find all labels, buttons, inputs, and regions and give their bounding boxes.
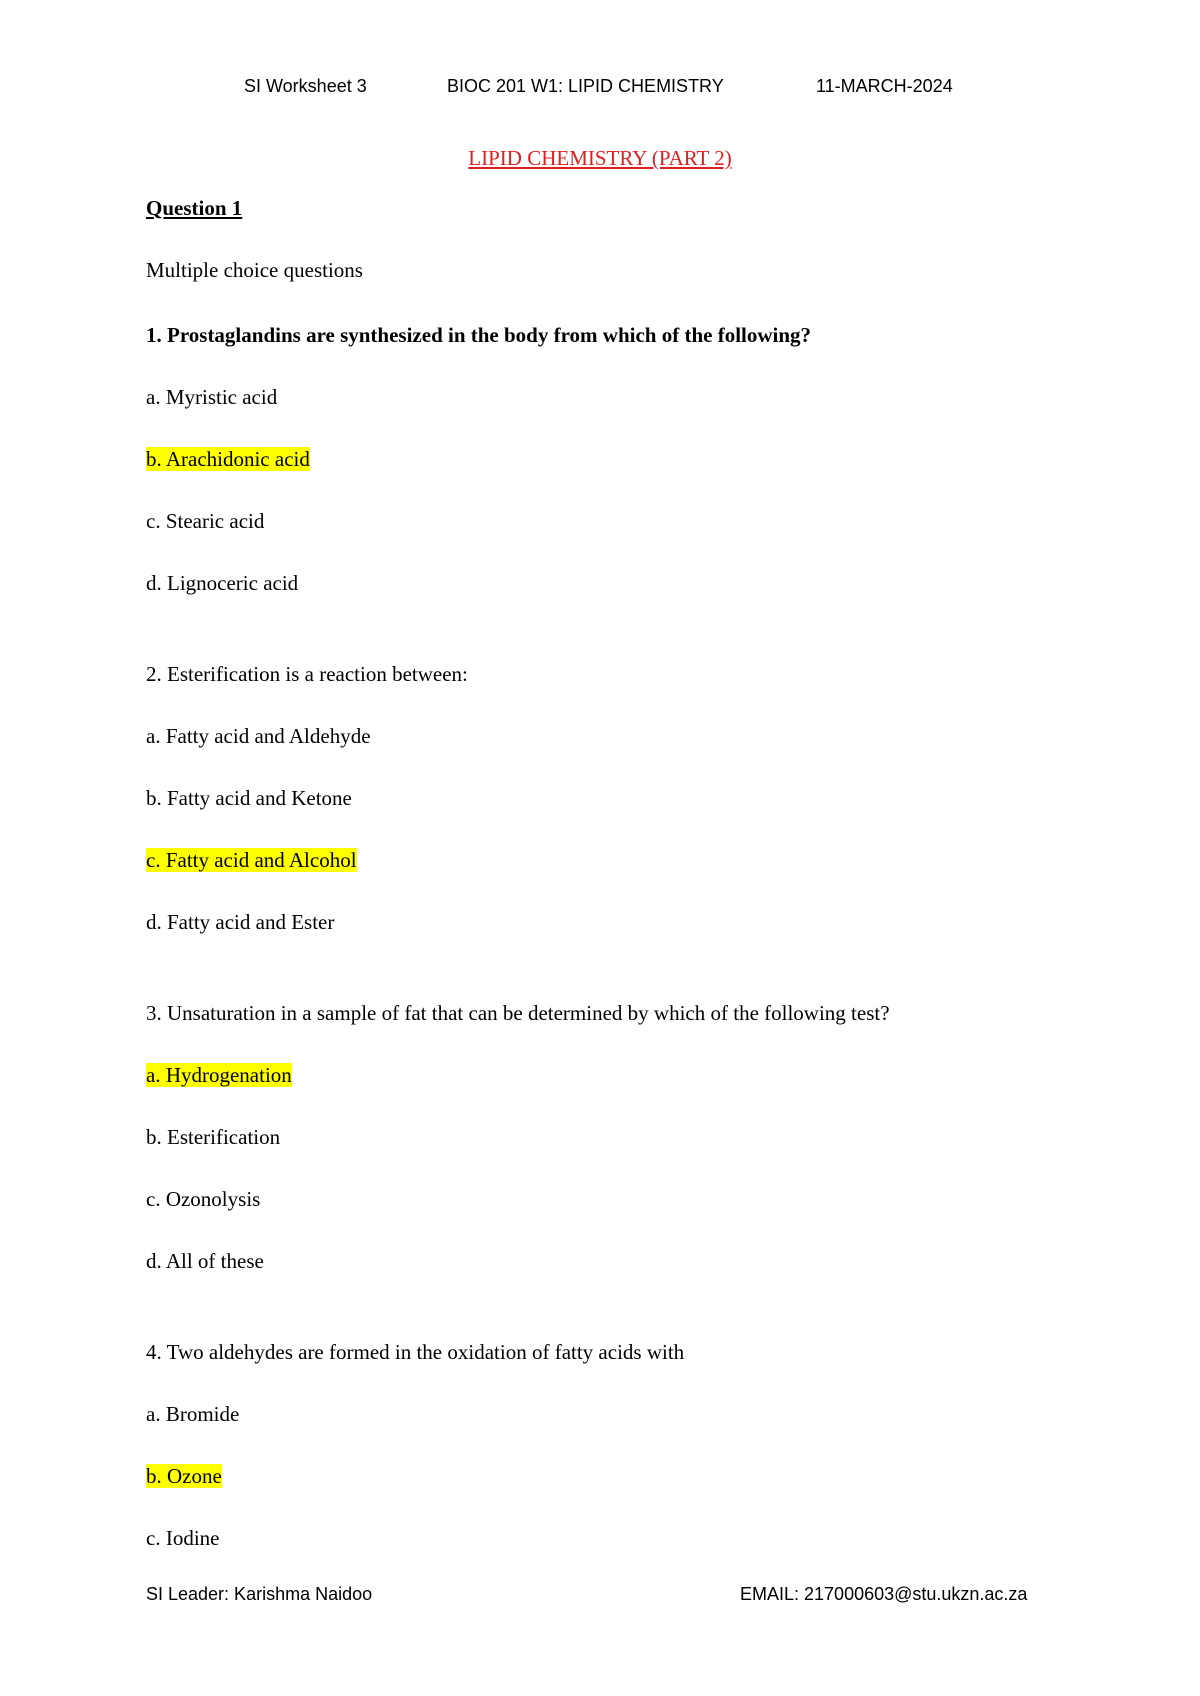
answer-highlight: b. Arachidonic acid (146, 447, 310, 471)
date-label: 11-MARCH-2024 (816, 76, 953, 96)
q4-option-c: c. Iodine (146, 1526, 220, 1550)
q3-option-a (146, 1062, 292, 1088)
section-intro: Multiple choice questions (146, 258, 363, 282)
answer-highlight: a. Hydrogenation (146, 1063, 292, 1087)
q3-option-b: b. Esterification (146, 1125, 281, 1149)
course-label: BIOC 201 W1: LIPID CHEMISTRY (447, 76, 724, 96)
q4-option-b (146, 1463, 222, 1489)
si-leader-label: SI Leader: Karishma Naidoo (146, 1584, 373, 1604)
q2-option-a: a. Fatty acid and Aldehyde (146, 724, 371, 748)
question-1-text: 1. Prostaglandins are synthesized in the body from which of the following? (146, 323, 812, 347)
q1-option-d: d. Lignoceric acid (146, 571, 299, 595)
q1-option-c: c. Stearic acid (146, 509, 265, 533)
page-footer (0, 1584, 1200, 1610)
answer-highlight: c. Fatty acid and Alcohol (146, 848, 357, 872)
q2-option-b: b. Fatty acid and Ketone (146, 786, 352, 810)
q1-option-a: a. Myristic acid (146, 385, 278, 409)
page-header (0, 76, 1200, 102)
section-heading: Question 1 (146, 196, 243, 220)
email-label: EMAIL: 217000603@stu.ukzn.ac.za (740, 1584, 1028, 1604)
q4-option-a: a. Bromide (146, 1402, 240, 1426)
q3-option-c: c. Ozonolysis (146, 1187, 261, 1211)
q2-option-d: d. Fatty acid and Ester (146, 910, 335, 934)
question-2-text: 2. Esterification is a reaction between: (146, 662, 468, 686)
q1-option-b (146, 446, 310, 472)
q3-option-d: d. All of these (146, 1249, 264, 1273)
answer-highlight: b. Ozone (146, 1464, 222, 1488)
page-title: LIPID CHEMISTRY (PART 2) (468, 146, 732, 170)
worksheet-label: SI Worksheet 3 (244, 76, 367, 96)
question-3-text: 3. Unsaturation in a sample of fat that can be determined by which of the following test? (146, 1001, 890, 1025)
question-4-text: 4. Two aldehydes are formed in the oxidation of fatty acids with (146, 1340, 685, 1364)
q2-option-c (146, 847, 357, 873)
